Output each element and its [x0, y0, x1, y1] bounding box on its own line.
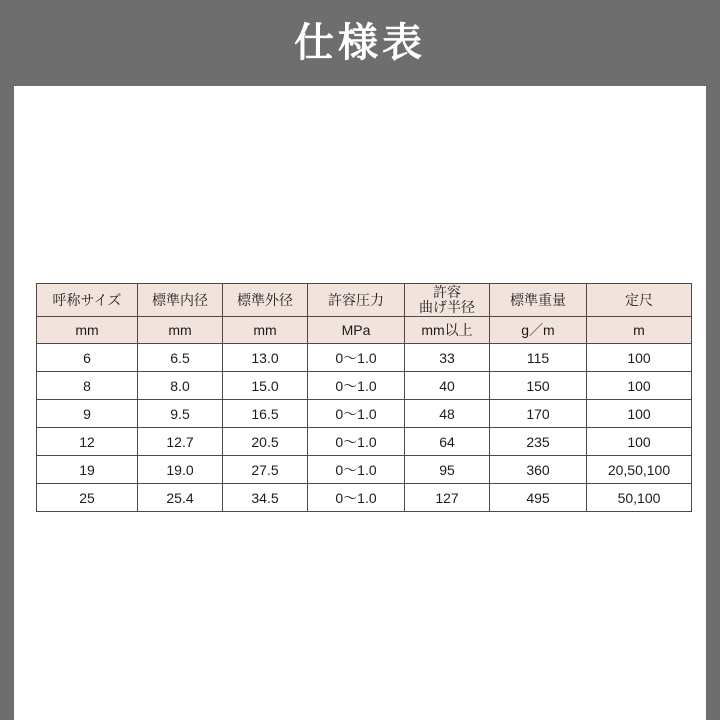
table-row: [37, 428, 692, 456]
spec-table-body: [37, 344, 692, 512]
cell-inner-diameter: 8.0: [138, 372, 223, 400]
column-header-inner-diameter-line1: 標準内径: [152, 291, 208, 308]
cell-bend-radius: 64: [405, 428, 490, 456]
left-rail: [0, 0, 14, 720]
cell-nominal-size: 12: [37, 428, 138, 456]
cell-outer-diameter: 20.5: [223, 428, 308, 456]
spec-table: [36, 283, 692, 512]
cell-bend-radius: 48: [405, 400, 490, 428]
cell-bend-radius: 95: [405, 456, 490, 484]
table-row: [37, 344, 692, 372]
table-row: [37, 484, 692, 512]
column-header-standard-length: [587, 284, 692, 317]
spec-table-container: [36, 283, 684, 512]
table-row: [37, 456, 692, 484]
column-header-bend-radius: [405, 284, 490, 317]
cell-standard-length: 20,50,100: [587, 456, 692, 484]
cell-standard-weight: 150: [490, 372, 587, 400]
cell-bend-radius: 40: [405, 372, 490, 400]
cell-standard-weight: 115: [490, 344, 587, 372]
cell-standard-length: 100: [587, 400, 692, 428]
cell-standard-weight: 495: [490, 484, 587, 512]
cell-allowable-pressure: 0〜1.0: [308, 484, 405, 512]
cell-standard-length: 100: [587, 372, 692, 400]
unit-outer-diameter: mm: [223, 317, 308, 344]
cell-inner-diameter: 19.0: [138, 456, 223, 484]
cell-allowable-pressure: 0〜1.0: [308, 344, 405, 372]
cell-inner-diameter: 9.5: [138, 400, 223, 428]
cell-outer-diameter: 15.0: [223, 372, 308, 400]
cell-standard-length: 100: [587, 428, 692, 456]
column-header-bend-radius-line1: 許容: [433, 284, 461, 301]
cell-standard-weight: 170: [490, 400, 587, 428]
column-header-bend-radius-line2: 曲げ半径: [419, 299, 475, 315]
cell-standard-weight: 360: [490, 456, 587, 484]
unit-standard-length: m: [587, 317, 692, 344]
cell-allowable-pressure: 0〜1.0: [308, 400, 405, 428]
cell-outer-diameter: 13.0: [223, 344, 308, 372]
cell-allowable-pressure: 0〜1.0: [308, 372, 405, 400]
unit-inner-diameter: mm: [138, 317, 223, 344]
cell-nominal-size: 6: [37, 344, 138, 372]
column-header-outer-diameter: [223, 284, 308, 317]
column-header-standard-weight: [490, 284, 587, 317]
header-banner: [0, 0, 720, 86]
cell-outer-diameter: 34.5: [223, 484, 308, 512]
column-header-allowable-pressure: [308, 284, 405, 317]
cell-standard-weight: 235: [490, 428, 587, 456]
cell-inner-diameter: 25.4: [138, 484, 223, 512]
cell-bend-radius: 127: [405, 484, 490, 512]
right-rail: [706, 0, 720, 720]
column-header-outer-diameter-line1: 標準外径: [237, 291, 293, 308]
cell-inner-diameter: 6.5: [138, 344, 223, 372]
cell-standard-length: 100: [587, 344, 692, 372]
cell-nominal-size: 25: [37, 484, 138, 512]
column-header-nominal-size: [37, 284, 138, 317]
spec-table-head: [37, 284, 692, 344]
cell-outer-diameter: 27.5: [223, 456, 308, 484]
unit-nominal-size: mm: [37, 317, 138, 344]
column-header-standard-weight-line1: 標準重量: [510, 291, 566, 308]
column-header-allowable-pressure-line1: 許容圧力: [328, 291, 384, 308]
column-header-standard-length-line1: 定尺: [625, 291, 653, 308]
unit-allowable-pressure: MPa: [308, 317, 405, 344]
table-unit-row: [37, 317, 692, 344]
cell-allowable-pressure: 0〜1.0: [308, 428, 405, 456]
cell-allowable-pressure: 0〜1.0: [308, 456, 405, 484]
column-header-nominal-size-line1: 呼称サイズ: [52, 291, 122, 308]
table-row: [37, 372, 692, 400]
cell-outer-diameter: 16.5: [223, 400, 308, 428]
column-header-inner-diameter: [138, 284, 223, 317]
page-title: 仕様表: [294, 21, 426, 65]
cell-standard-length: 50,100: [587, 484, 692, 512]
cell-nominal-size: 9: [37, 400, 138, 428]
cell-inner-diameter: 12.7: [138, 428, 223, 456]
cell-bend-radius: 33: [405, 344, 490, 372]
cell-nominal-size: 8: [37, 372, 138, 400]
table-row: [37, 400, 692, 428]
unit-standard-weight: g／m: [490, 317, 587, 344]
unit-bend-radius: mm以上: [405, 317, 490, 344]
cell-nominal-size: 19: [37, 456, 138, 484]
table-header-row: [37, 284, 692, 317]
